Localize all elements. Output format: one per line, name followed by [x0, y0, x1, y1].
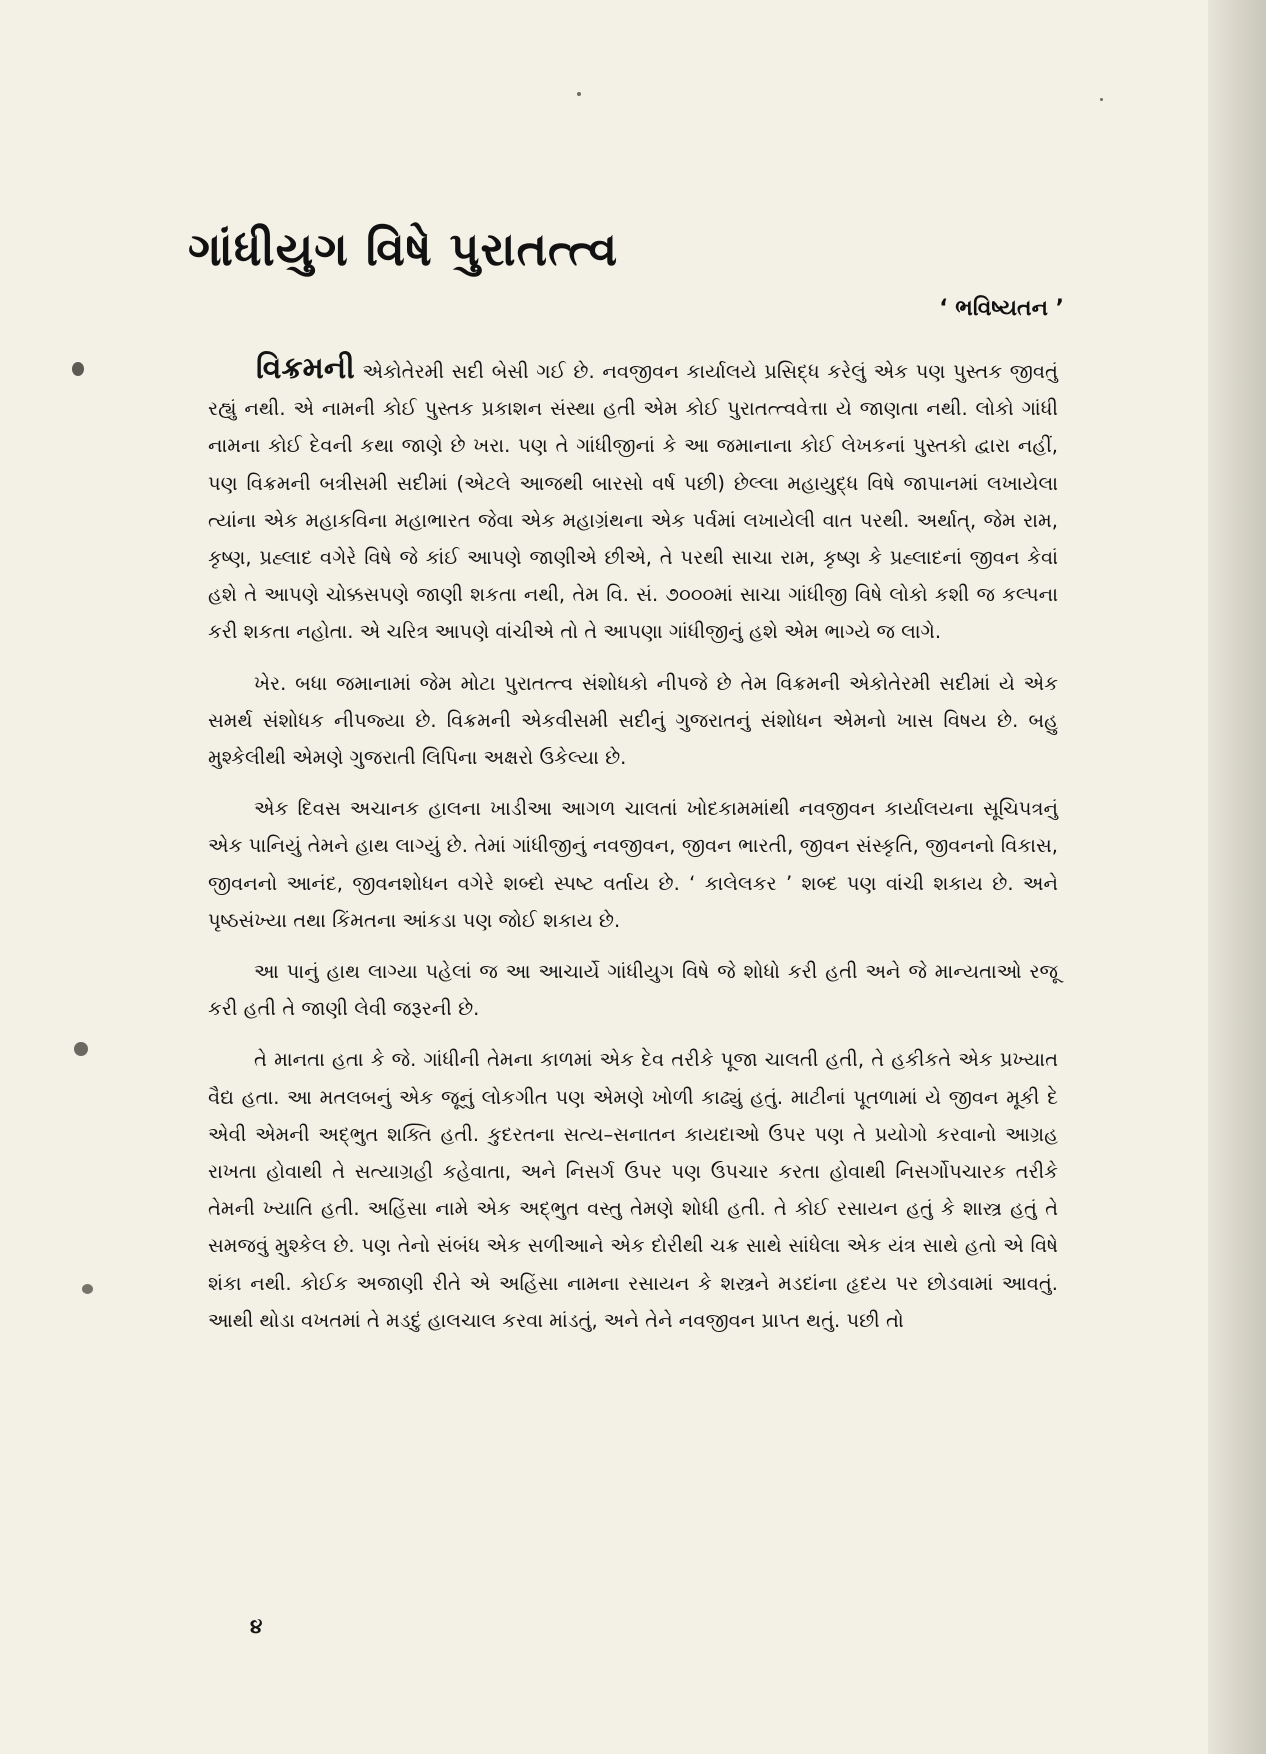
scan-speck: [74, 1042, 88, 1056]
scan-speck: [1100, 98, 1103, 101]
page-title: ગાંધીયુગ વિષે પુરાતત્ત્વ: [188, 222, 619, 276]
page-edge-shadow: [1208, 0, 1266, 1754]
opening-word: વિક્રમની: [256, 351, 355, 386]
paragraph-5: તે માનતા હતા કે જે. ગાંધીની તેમના કાળમાં એક દેવ તરીકે પૂજા ચાલતી હતી, તે હકીકતે એક પ્રખ્યાત વૈદ્ય હતા. આ મતલબનું એક જૂનું લોકગીત પણ એમણે ખોળી કાઢ્યું હતું. માટીનાં પૂતળામાં યે જીવન મૂકી દે એવી એમની અદ્ભુત શક્તિ હતી. કુદરતના સત્ય–સનાતન કાયદાઓ ઉપર પણ તે પ્રયોગો કરવાનો આગ્રહ રાખતા હોવાથી તે સત્યાગ્રહી કહેવાતા, અને નિસર્ગ ઉપર પણ ઉપચાર કરતા હોવાથી નિસર્ગોપચારક તરીકે તેમની ખ્યાતિ હતી. અહિંસા નામે એક અદ્ભુત વસ્તુ તેમણે શોધી હતી. તે કોઈ રસાયન હતું કે શાસ્ત્ર હતું તે સમજવું મુશ્કેલ છે. પણ તેનો સંબંધ એક સળીઆને એક દોરીથી ચક્ર સાથે સાંધેલા એક યંત્ર સાથે હતો એ વિષે શંકા નથી. કોઈક અજાણી રીતે એ અહિંસા નામના રસાયન કે શસ્ત્રને મડદાંના હૃદય પર છોડવામાં આવતું. આથી થોડા વખતમાં તે મડદું હાલચાલ કરવા માંડતું, અને તેને નવજીવન પ્રાપ્ત થતું. પછી તો: [208, 1048, 1058, 1332]
paragraph-1-text: એકોતેરમી સદી બેસી ગઈ છે. નવજીવન કાર્યાલયે પ્રસિદ્ધ કરેલું એક પણ પુસ્તક જીવતું રહ્યું નથી. એ નામની કોઈ પુસ્તક પ્રકાશન સંસ્થા હતી એમ કોઈ પુરાતત્ત્વવેત્તા યે જાણતા નથી. લોકો ગાંધી નામના કોઈ દેવની કથા જાણે છે ખરા. પણ તે ગાંધીજીનાં કે આ જમાનાના કોઈ લેખકનાં પુસ્તકો દ્વારા નહીં, પણ વિક્રમની બત્રીસમી સદીમાં (એટલે આજથી બારસો વર્ષ પછી) છેલ્લા મહાયુદ્ધ વિષે જાપાનમાં લખાયેલા ત્યાંના એક મહાકવિના મહાભારત જેવા એક મહાગ્રંથના એક પર્વમાં લખાયેલી વાત પરથી. અર્થાત્, જેમ રામ, કૃષ્ણ, પ્રહ્લાદ વગેરે વિષે જે કાંઈ આપણે જાણીએ છીએ, તે પરથી સાચા રામ, કૃષ્ણ કે પ્રહ્લાદનાં જીવન કેવાં હશે તે આપણે ચોક્કસપણે જાણી શકતા નથી, તેમ વિ. સં. ૭૦૦૦માં સાચા ગાંધીજી વિષે લોકો કશી જ કલ્પના કરી શકતા નહોતા. એ ચરિત્ર આપણે વાંચીએ તો તે આપણા ગાંધીજીનું હશે એમ ભાગ્યે જ લાગે.: [208, 360, 1058, 644]
scan-speck: [72, 362, 84, 376]
page-number: ૪: [250, 1614, 263, 1638]
paragraph-2: ખેર. બધા જમાનામાં જેમ મોટા પુરાતત્ત્વ સંશોધકો નીપજે છે તેમ વિક્રમની એકોતેરમી સદીમાં યે એક સમર્થ સંશોધક નીપજ્યા છે. વિક્રમની એકવીસમી સદીનું ગુજરાતનું સંશોધન એમનો ખાસ વિષય છે. બહુ મુશ્કેલીથી એમણે ગુજરાતી લિપિના અક્ષરો ઉકેલ્યા છે.: [208, 671, 1058, 770]
paragraph-3: એક દિવસ અચાનક હાલના ખાડીઆ આગળ ચાલતાં ખોદકામમાંથી નવજીવન કાર્યાલયના સૂચિપત્રનું એક પાનિયું તેમને હાથ લાગ્યું છે. તેમાં ગાંધીજીનું નવજીવન, જીવન ભારતી, જીવન સંસ્કૃતિ, જીવનનો વિકાસ, જીવનનો આનંદ, જીવનશોધન વગેરે શબ્દો સ્પષ્ટ વર્તાય છે. ‘ કાલેલકર ’ શબ્દ પણ વાંચી શકાય છે. અને પૃષ્ઠસંખ્યા તથા કિંમતના આંકડા પણ જોઈ શકાય છે.: [208, 797, 1058, 932]
author-pseudonym: ‘ ભવિષ્યતન ’: [939, 296, 1064, 321]
paragraph-4: આ પાનું હાથ લાગ્યા પહેલાં જ આ આચાર્યે ગાંધીયુગ વિષે જે શોધો કરી હતી અને જે માન્યતાઓ રજૂ કરી હતી તે જાણી લેવી જરૂરની છે.: [208, 960, 1058, 1021]
scan-speck: [577, 92, 581, 96]
scan-speck: [82, 1284, 93, 1294]
paragraph-1: [208, 350, 1058, 651]
article-body: [208, 350, 1058, 1353]
